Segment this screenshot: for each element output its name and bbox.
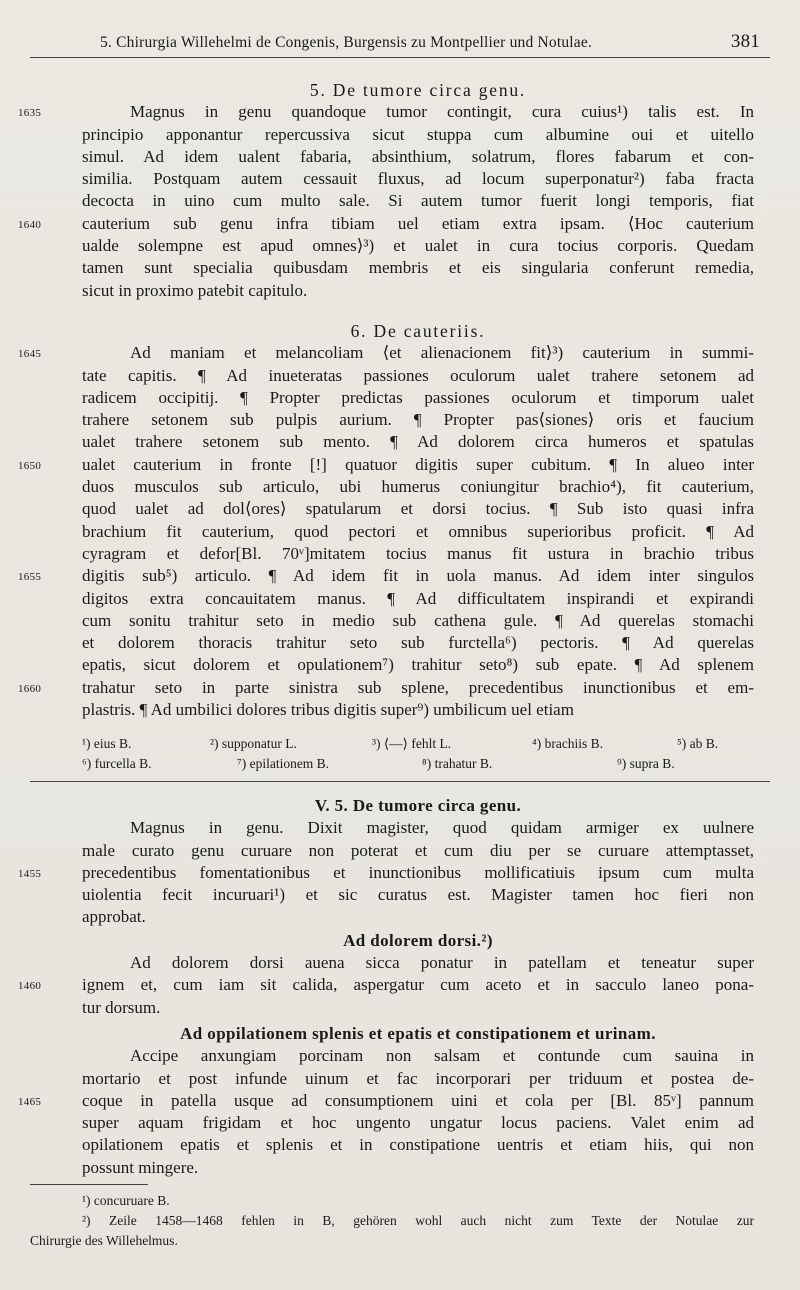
line-text: super aquam frigidam et hoc ungento ungatur locus paciens. Valet enim ad <box>82 1113 754 1133</box>
line-text: trahere setonem sub pulpis aurium. ¶ Propter pas⟨siones⟩ oris et faucium <box>82 410 754 430</box>
footnote-lower-2-line-1: ²) Zeile 1458—1468 fehlen in B, gehören wohl auch nicht zum Texte der Notulae zur <box>82 1213 754 1228</box>
line-text: mortario et post infunde uinum et fac incorporari per triduum et postea de- <box>82 1068 754 1088</box>
text-line <box>18 862 754 884</box>
line-text: tur dorsum. <box>82 997 161 1017</box>
line-number: 1655 <box>18 571 42 584</box>
line-text: precedentibus fomentationibus et inunctionibus mollificatiuis ipsum cum multa <box>82 862 754 882</box>
line-text: approbat. <box>82 907 146 927</box>
text-line <box>82 235 754 257</box>
footnote: ²) supponatur L. <box>210 736 297 751</box>
running-title: 5. Chirurgia Willehelmi de Congenis, Burgensis zu Montpellier und Notulae. <box>100 34 593 51</box>
line-number: 1465 <box>18 1095 42 1108</box>
text-line <box>82 997 754 1019</box>
page-number: 381 <box>730 31 760 52</box>
text-line <box>82 1112 754 1134</box>
line-number: 1645 <box>18 348 42 361</box>
text-line <box>82 906 754 928</box>
line-text: brachium fit cauterium, quod pectori et omnibus superioribus proficit. ¶ Ad <box>82 521 754 541</box>
line-text: trahatur seto in parte sinistra sub splene, precedentibus inunctionibus et em- <box>82 677 754 697</box>
line-text: cauterium sub genu infra tibiam uel etiam extra ipsam. ⟨Hoc cauterium <box>82 213 754 233</box>
line-text: Accipe anxungiam porcinam non salsam et contunde cum sauina in <box>130 1046 754 1066</box>
line-number: 1640 <box>18 218 42 231</box>
text-line <box>82 884 754 906</box>
footnote: ⁸) trahatur B. <box>422 756 493 771</box>
line-text: et dolorem thoracis trahitur seto sub furctella⁶) pectoris. ¶ Ad querelas <box>82 633 754 653</box>
line-text: coque in patella usque ad consumptionem uini et cola per [Bl. 85ᵛ] pannum <box>82 1090 754 1110</box>
line-text: simul. Ad idem ualent fabaria, absinthium, solatrum, flores fabarum et con- <box>82 146 754 166</box>
line-text: similia. Postquam autem cessauit fluxus, ad locum superponatur²) faba fracta <box>82 169 754 189</box>
text-line <box>82 257 754 279</box>
text-line <box>82 168 754 190</box>
notulae-paragraph-2 <box>18 952 754 1019</box>
header-rule <box>30 57 770 58</box>
notulae-paragraph-3 <box>18 1045 754 1179</box>
notulae-subheading-1: Ad dolorem dorsi.²) <box>343 930 493 950</box>
section-5-heading: 5. De tumore circa genu. <box>309 80 527 100</box>
line-text: Magnus in genu. Dixit magister, quod quidam armiger ex uulnere <box>130 818 754 838</box>
text-line <box>82 632 754 654</box>
line-number: 1460 <box>18 980 42 993</box>
text-line <box>82 498 754 520</box>
footnote-lower-2-line-2: Chirurgie des Willehelmus. <box>30 1233 178 1248</box>
line-number: 1650 <box>18 459 42 472</box>
line-text: ualde solempne est apud omnes⟩³) et ualet in cura tocius corporis. Quedam <box>82 236 754 256</box>
text-line <box>82 588 754 610</box>
line-text: cum sonitu trahitur seto in medio sub cathena gule. ¶ Ad querelas stomachi <box>82 610 754 630</box>
text-line <box>82 190 754 212</box>
notulae-heading: V. 5. De tumore circa genu. <box>314 796 522 815</box>
text-line <box>82 1134 754 1156</box>
line-text: plastris. ¶ Ad umbilici dolores tribus digitis super⁹) umbilicum uel etiam <box>82 700 574 720</box>
line-text: decocta in uino cum multo sale. Si autem tumor fuerit longi temporis, fiat <box>82 191 754 211</box>
text-line <box>18 677 754 699</box>
section-6-heading: 6. De cauteriis. <box>350 321 486 341</box>
section-5-body <box>18 101 754 302</box>
notulae-paragraph-1 <box>18 817 754 928</box>
line-text: uiolentia fecit incuruari¹) et sic curatus est. Magister tamen hoc fieri non <box>82 885 754 905</box>
line-text: tamen sunt specialia quibusdam membris et eis singularia conferunt remedia, <box>82 258 754 278</box>
line-number: 1455 <box>18 867 42 880</box>
line-text: Magnus in genu quandoque tumor contingit, cura cuius¹) talis est. In <box>130 102 754 122</box>
text-line <box>18 213 754 235</box>
text-line <box>82 1068 754 1090</box>
running-header <box>100 31 760 52</box>
footnote: ⁴) brachiis B. <box>532 736 604 751</box>
footnote: ⁷) epilationem B. <box>237 756 330 771</box>
footnote: ⁵) ab B. <box>677 736 719 751</box>
text-line <box>18 454 754 476</box>
line-text: digitos extra concauitatem manus. ¶ Ad difficultatem inspirandi et expirandi <box>82 588 754 608</box>
line-text: possunt mingere. <box>82 1157 199 1177</box>
text-line <box>82 840 754 862</box>
line-text: Ad dolorem dorsi auena sicca ponatur in patellam et teneatur super <box>130 953 754 973</box>
footnotes-upper-row-1 <box>82 734 754 754</box>
line-text: male curato genu curuare non poterat et cum diu per se curuare attemptasset, <box>82 840 754 860</box>
footnote: ¹) eius B. <box>82 736 132 751</box>
section-6-body <box>18 342 754 721</box>
text-line <box>82 124 754 146</box>
text-line <box>82 543 754 565</box>
line-text: opilationem epatis et splenis et in constipatione uentris et etiam hiis, qui non <box>82 1135 754 1155</box>
notulae-subheading-2: Ad oppilationem splenis et epatis et constipationem et urinam. <box>180 1023 656 1043</box>
footnote-lower-2 <box>30 1211 754 1251</box>
notulae-section <box>18 795 754 1179</box>
text-line <box>18 342 754 364</box>
footnote: ⁹) supra B. <box>617 756 675 771</box>
line-text: Ad maniam et melancoliam ⟨et alienacionem fit⟩³) cauterium in summi- <box>130 343 754 363</box>
line-text: ignem et, cum iam sit calida, aspergatur cum aceto et in sacculo laneo pona- <box>82 975 754 995</box>
text-line <box>82 280 754 302</box>
text-line <box>82 387 754 409</box>
line-text: quod ualet ad dol⟨ores⟩ spatularum et dorsi tocius. ¶ Sub isto quasi infra <box>82 499 754 519</box>
line-text: digitis sub⁵) articulo. ¶ Ad idem fit in uola manus. Ad idem inter singulos <box>82 566 754 586</box>
footnote-rule <box>30 1184 148 1185</box>
line-text: duos musculos sub articulo, ubi humerus coniungitur brachio⁴), fit cauterium, <box>82 477 754 497</box>
line-text: ualet cauterium in fronte [!] quatuor digitis super cubitum. ¶ In alueo inter <box>82 454 754 474</box>
text-line <box>82 431 754 453</box>
text-line <box>82 1045 754 1067</box>
line-text: epatis, sicut dolorem et opulationem⁷) trahitur seto⁸) sub epate. ¶ Ad splenem <box>82 655 754 675</box>
footnotes-upper-row-2 <box>82 754 754 774</box>
text-line <box>18 101 754 123</box>
text-line <box>82 817 754 839</box>
section-divider-rule <box>30 781 770 782</box>
section-5 <box>18 79 754 302</box>
text-line <box>82 654 754 676</box>
line-text: tate capitis. ¶ Ad inueteratas passiones oculorum ualet trahere setonem ad <box>82 365 754 385</box>
line-text: ualet trahere setonem sub mento. ¶ Ad dolorem circa humeros et spatulas <box>82 432 754 452</box>
text-line <box>82 409 754 431</box>
text-line <box>82 365 754 387</box>
line-text: sicut in proximo patebit capitulo. <box>82 280 308 300</box>
text-line <box>82 476 754 498</box>
line-text: principio apponantur repercussiva sicut stuppa cum albumine oui et uitello <box>82 124 754 144</box>
footnote-lower-1: ¹) concuruare B. <box>82 1193 170 1208</box>
footnote: ³) ⟨—⟩ fehlt L. <box>372 736 452 751</box>
text-line <box>82 610 754 632</box>
line-number: 1635 <box>18 107 42 120</box>
text-line <box>82 521 754 543</box>
section-6 <box>18 320 754 721</box>
text-line <box>18 565 754 587</box>
line-text: cyragram et defor[Bl. 70ᵛ]mitatem tocius manus fit ustura in brachio tribus <box>82 543 754 563</box>
text-line <box>82 146 754 168</box>
text-line <box>18 974 754 996</box>
line-text: radicem occipitij. ¶ Propter predictas passiones oculorum et timporum ualet <box>82 387 754 407</box>
text-line <box>18 1090 754 1112</box>
text-line <box>82 1157 754 1179</box>
text-line <box>82 699 754 721</box>
footnote: ⁶) furcella B. <box>82 756 152 771</box>
text-line <box>82 952 754 974</box>
line-number: 1660 <box>18 682 42 695</box>
